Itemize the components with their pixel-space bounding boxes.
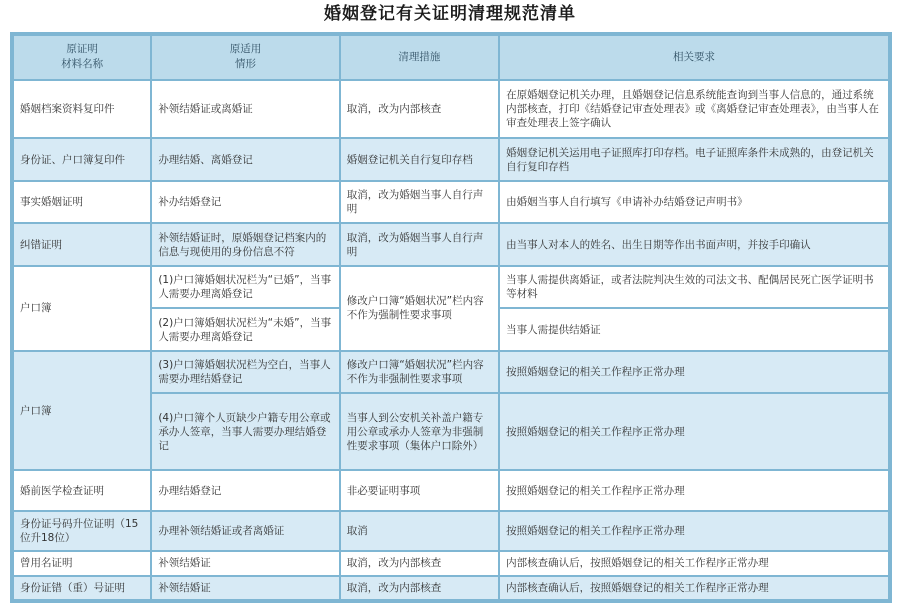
cell-requirement: 由当事人对本人的姓名、出生日期等作出书面声明，并按手印确认 <box>500 224 888 265</box>
cell-situation: 办理结婚、离婚登记 <box>152 139 338 180</box>
cell-measure: 婚姻登记机关自行复印存档 <box>341 139 498 180</box>
table-row <box>14 182 888 223</box>
table-row <box>14 577 888 599</box>
table-row <box>14 471 888 510</box>
cell-material-name: 身份证、户口簿复印件 <box>14 139 150 180</box>
cell-material-name: 身份证号码升位证明（15位升18位） <box>14 512 150 551</box>
table-row <box>14 552 888 574</box>
cell-material-name: 婚姻档案资料复印件 <box>14 81 150 138</box>
cell-measure: 非必要证明事项 <box>341 471 498 510</box>
cell-requirement: 当事人需提供离婚证，或者法院判决生效的司法文书、配偶居民死亡医学证明书等材料 <box>500 267 888 308</box>
cell-requirement: 按照婚姻登记的相关工作程序正常办理 <box>500 512 888 551</box>
table-header-row <box>14 36 888 79</box>
cell-requirement: 按照婚姻登记的相关工作程序正常办理 <box>500 352 888 393</box>
header-requirement: 相关要求 <box>500 36 888 79</box>
cell-material-name: 纠错证明 <box>14 224 150 265</box>
table-row <box>14 352 888 393</box>
cell-situation: 补领结婚证 <box>152 577 338 599</box>
cell-requirement: 按照婚姻登记的相关工作程序正常办理 <box>500 394 888 469</box>
cell-requirement: 内部核查确认后，按照婚姻登记的相关工作程序正常办理 <box>500 552 888 574</box>
cell-situation: 补领结婚证 <box>152 552 338 574</box>
cell-situation: (3)户口簿婚姻状况栏为空白，当事人需要办理结婚登记 <box>152 352 338 393</box>
cell-material-name: 曾用名证明 <box>14 552 150 574</box>
table-row <box>14 81 888 138</box>
cell-requirement: 当事人需提供结婚证 <box>500 309 888 350</box>
cell-requirement: 按照婚姻登记的相关工作程序正常办理 <box>500 471 888 510</box>
cell-measure: 取消，改为内部核查 <box>341 81 498 138</box>
cell-measure: 取消，改为内部核查 <box>341 552 498 574</box>
table-row <box>14 139 888 180</box>
cell-material-name: 事实婚姻证明 <box>14 182 150 223</box>
cell-material-name: 婚前医学检查证明 <box>14 471 150 510</box>
cell-situation: 补办结婚登记 <box>152 182 338 223</box>
cell-situation: 办理补领结婚证或者离婚证 <box>152 512 338 551</box>
table-row <box>14 267 888 308</box>
regulation-table <box>12 34 890 601</box>
regulation-table-frame <box>10 32 892 603</box>
cell-situation: 办理结婚登记 <box>152 471 338 510</box>
header-situation: 原适用 情形 <box>152 36 338 79</box>
cell-material-name: 户口簿 <box>14 352 150 469</box>
cell-measure: 取消，改为内部核查 <box>341 577 498 599</box>
cell-measure: 取消，改为婚姻当事人自行声明 <box>341 224 498 265</box>
cell-requirement: 在原婚姻登记机关办理，且婚姻登记信息系统能查询到当事人信息的，通过系统内部核查，打印《结婚登记审查处理表》或《离婚登记审查处理表》，由当事人在审查处理表上签字确认 <box>500 81 888 138</box>
table-row <box>14 512 888 551</box>
table-row <box>14 224 888 265</box>
cell-requirement: 由婚姻当事人自行填写《申请补办结婚登记声明书》 <box>500 182 888 223</box>
cell-measure: 取消，改为婚姻当事人自行声明 <box>341 182 498 223</box>
cell-requirement: 婚姻登记机关运用电子证照库打印存档。电子证照库条件未成熟的，由登记机关自行复印存档 <box>500 139 888 180</box>
cell-measure: 当事人到公安机关补盖户籍专用公章或承办人签章为非强制性要求事项（集体户口除外） <box>341 394 498 469</box>
header-material-name: 原证明 材料名称 <box>14 36 150 79</box>
cell-requirement: 内部核查确认后，按照婚姻登记的相关工作程序正常办理 <box>500 577 888 599</box>
cell-situation: (2)户口簿婚姻状况栏为“未婚”，当事人需要办理离婚登记 <box>152 309 338 350</box>
header-measure: 清理措施 <box>341 36 498 79</box>
cell-material-name: 户口簿 <box>14 267 150 350</box>
cell-situation: 补领结婚证或离婚证 <box>152 81 338 138</box>
cell-measure: 修改户口簿“婚姻状况”栏内容不作为非强制性要求事项 <box>341 352 498 393</box>
cell-measure: 取消 <box>341 512 498 551</box>
cell-measure: 修改户口簿“婚姻状况”栏内容不作为强制性要求事项 <box>341 267 498 350</box>
cell-situation: (4)户口簿个人页缺少户籍专用公章或承办人签章，当事人需要办理结婚登记 <box>152 394 338 469</box>
cell-material-name: 身份证错（重）号证明 <box>14 577 150 599</box>
cell-situation: 补领结婚证时，原婚姻登记档案内的信息与现使用的身份信息不符 <box>152 224 338 265</box>
page-title: 婚姻登记有关证明清理规范清单 <box>324 4 576 24</box>
cell-situation: (1)户口簿婚姻状况栏为“已婚”，当事人需要办理离婚登记 <box>152 267 338 308</box>
